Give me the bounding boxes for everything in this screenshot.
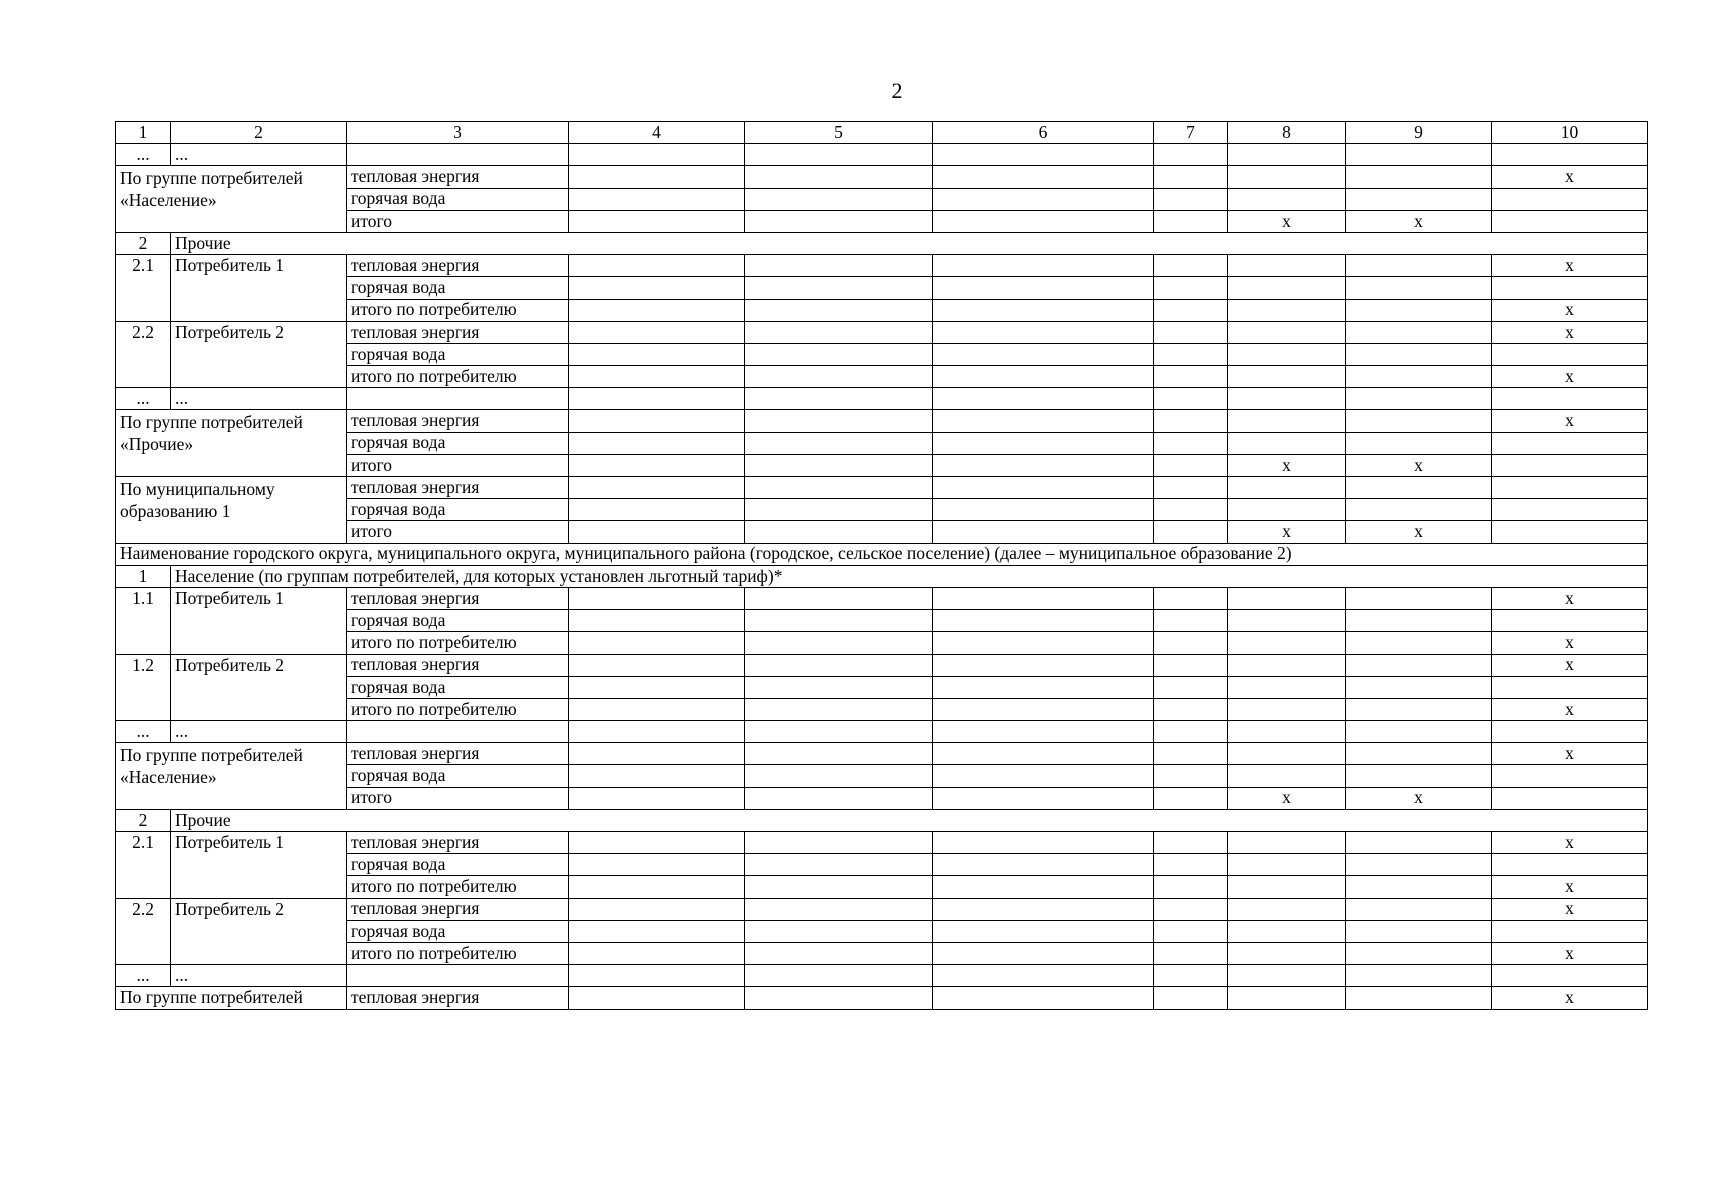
indicator-label: итого	[347, 210, 569, 232]
table-row	[116, 255, 1648, 277]
section-title: Население (по группам потребителей, для которых установлен льготный тариф)*	[171, 565, 1648, 587]
row-number: 1.2	[116, 654, 171, 721]
table-row	[116, 166, 1648, 188]
section-title: Прочие	[171, 809, 1648, 831]
table-header-row	[116, 122, 1648, 144]
consumer-name: Потребитель 1	[171, 255, 347, 322]
indicator-label: тепловая энергия	[347, 987, 569, 1009]
mark-x: x	[1492, 299, 1648, 321]
indicator-label: горячая вода	[347, 188, 569, 210]
table-row	[116, 321, 1648, 343]
indicator-label: горячая вода	[347, 920, 569, 942]
indicator-label: итого	[347, 454, 569, 476]
header-cell: 2	[171, 122, 347, 144]
mark-x: x	[1492, 321, 1648, 343]
table-row	[116, 388, 1648, 410]
indicator-label: тепловая энергия	[347, 587, 569, 609]
row-number: ...	[116, 388, 171, 410]
section-row	[116, 809, 1648, 831]
table-row	[116, 410, 1648, 432]
table-row	[116, 987, 1648, 1009]
table-row	[116, 743, 1648, 765]
consumer-name: Потребитель 2	[171, 654, 347, 721]
row-number: 2.1	[116, 832, 171, 899]
header-cell: 5	[745, 122, 933, 144]
section-row	[116, 232, 1648, 254]
group-label: По группе потребителей	[116, 987, 347, 1009]
header-cell: 7	[1154, 122, 1228, 144]
mark-x: x	[1492, 987, 1648, 1009]
header-cell: 9	[1346, 122, 1492, 144]
mark-x: x	[1492, 898, 1648, 920]
indicator-label: итого по потребителю	[347, 366, 569, 388]
header-cell: 6	[933, 122, 1154, 144]
indicator-label: горячая вода	[347, 676, 569, 698]
indicator-label: тепловая энергия	[347, 654, 569, 676]
tariff-table	[115, 121, 1648, 1010]
indicator-label: тепловая энергия	[347, 321, 569, 343]
header-cell: 10	[1492, 122, 1648, 144]
row-number: 2.1	[116, 255, 171, 322]
mark-x: x	[1492, 876, 1648, 898]
mark-x: x	[1346, 454, 1492, 476]
mark-x: x	[1346, 210, 1492, 232]
header-cell: 8	[1228, 122, 1346, 144]
consumer-name: Потребитель 1	[171, 587, 347, 654]
header-cell: 3	[347, 122, 569, 144]
mark-x: x	[1228, 210, 1346, 232]
mark-x: x	[1492, 942, 1648, 964]
table-row	[116, 898, 1648, 920]
row-number: 1.1	[116, 587, 171, 654]
mark-x: x	[1492, 166, 1648, 188]
indicator-label: итого по потребителю	[347, 942, 569, 964]
mark-x: x	[1492, 366, 1648, 388]
indicator-label: горячая вода	[347, 854, 569, 876]
row-number: 2.2	[116, 898, 171, 965]
mark-x: x	[1492, 654, 1648, 676]
indicator-label: горячая вода	[347, 343, 569, 365]
mark-x: x	[1492, 587, 1648, 609]
mark-x: x	[1228, 454, 1346, 476]
header-cell: 1	[116, 122, 171, 144]
indicator-label: горячая вода	[347, 610, 569, 632]
municipality-title-row	[116, 543, 1648, 565]
row-name: ...	[171, 965, 347, 987]
consumer-name: Потребитель 1	[171, 832, 347, 899]
indicator-label: итого	[347, 521, 569, 543]
indicator-label: тепловая энергия	[347, 832, 569, 854]
mark-x: x	[1492, 632, 1648, 654]
indicator-label: горячая вода	[347, 499, 569, 521]
section-row	[116, 565, 1648, 587]
mark-x: x	[1492, 743, 1648, 765]
indicator-label: тепловая энергия	[347, 477, 569, 499]
indicator-label: тепловая энергия	[347, 743, 569, 765]
table-row	[116, 144, 1648, 166]
indicator-label: итого	[347, 787, 569, 809]
group-label: По группе потребителей «Население»	[116, 743, 347, 810]
page-number: 2	[891, 78, 903, 103]
indicator-label: тепловая энергия	[347, 898, 569, 920]
row-number: ...	[116, 144, 171, 166]
row-number: 2	[116, 232, 171, 254]
mark-x: x	[1228, 787, 1346, 809]
table-row	[116, 477, 1648, 499]
row-number: ...	[116, 965, 171, 987]
section-title: Прочие	[171, 232, 1648, 254]
row-number: ...	[116, 721, 171, 743]
indicator-label: итого по потребителю	[347, 876, 569, 898]
indicator-label: горячая вода	[347, 765, 569, 787]
table-row	[116, 721, 1648, 743]
indicator-label: горячая вода	[347, 277, 569, 299]
mark-x: x	[1492, 255, 1648, 277]
municipality-total-label: По муниципальному образованию 1	[116, 477, 347, 544]
row-number: 1	[116, 565, 171, 587]
row-name: ...	[171, 721, 347, 743]
mark-x: x	[1228, 521, 1346, 543]
row-name: ...	[171, 144, 347, 166]
mark-x: x	[1346, 787, 1492, 809]
mark-x: x	[1492, 832, 1648, 854]
table-row	[116, 654, 1648, 676]
indicator-label: тепловая энергия	[347, 410, 569, 432]
table-row	[116, 832, 1648, 854]
indicator-label: итого по потребителю	[347, 698, 569, 720]
group-label: По группе потребителей «Население»	[116, 166, 347, 233]
municipality-title: Наименование городского округа, муниципального округа, муниципального района (городское, сельское поселение) (далее – муниципальное образование 2)	[116, 543, 1648, 565]
header-cell: 4	[569, 122, 745, 144]
indicator-label: итого по потребителю	[347, 299, 569, 321]
row-number: 2.2	[116, 321, 171, 388]
consumer-name: Потребитель 2	[171, 898, 347, 965]
indicator-label: тепловая энергия	[347, 255, 569, 277]
indicator-label: итого по потребителю	[347, 632, 569, 654]
consumer-name: Потребитель 2	[171, 321, 347, 388]
mark-x: x	[1492, 410, 1648, 432]
indicator-label: тепловая энергия	[347, 166, 569, 188]
row-number: 2	[116, 809, 171, 831]
group-label: По группе потребителей «Прочие»	[116, 410, 347, 477]
table-row	[116, 587, 1648, 609]
mark-x: x	[1492, 698, 1648, 720]
mark-x: x	[1346, 521, 1492, 543]
table-row	[116, 965, 1648, 987]
indicator-label: горячая вода	[347, 432, 569, 454]
row-name: ...	[171, 388, 347, 410]
